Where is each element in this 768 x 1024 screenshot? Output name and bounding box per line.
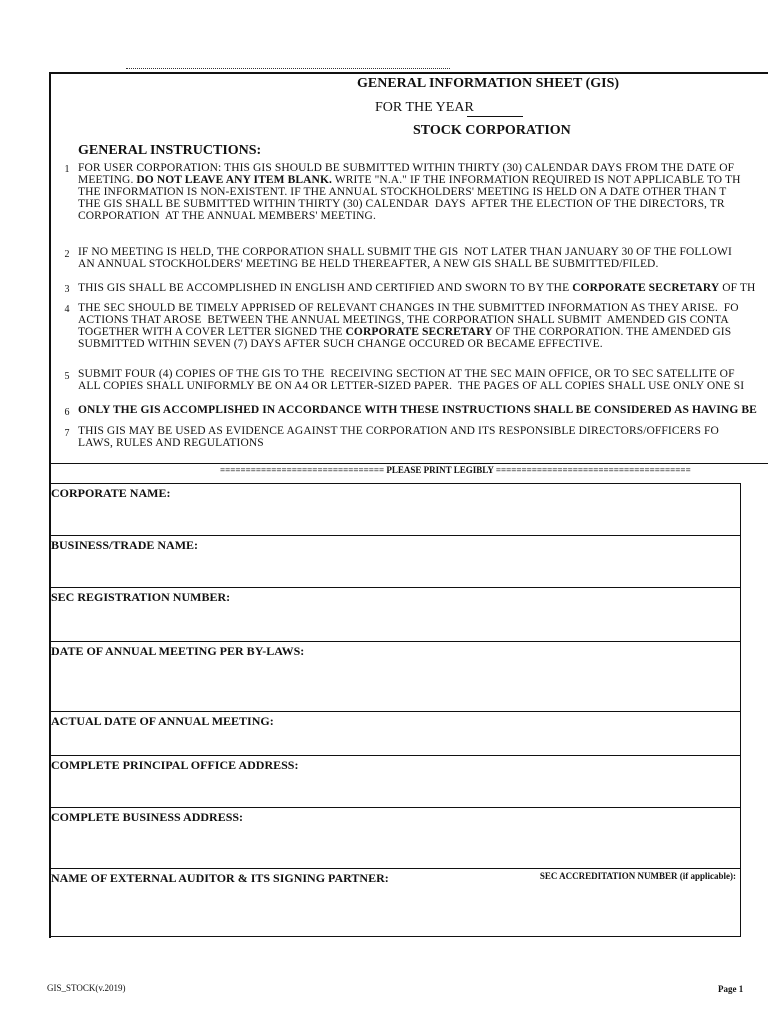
actual-annual-meeting-date-field[interactable] [49,711,741,755]
page-number: Page 1 [718,984,744,994]
field-label: COMPLETE BUSINESS ADDRESS: [51,810,244,824]
instruction-line: LAWS, RULES AND REGULATIONS [78,438,264,449]
business-trade-name-field[interactable] [49,535,741,587]
instruction-line: TOGETHER WITH A COVER LETTER SIGNED THE CORPORATE SECRETARY OF THE CORPORATION. THE AMENDED GIS [78,327,732,338]
instruction-line: ACTIONS THAT AROSE BETWEEN THE ANNUAL MEETINGS, THE CORPORATION SHALL SUBMIT AMENDED GIS CONTA [78,315,729,326]
form-code: GIS_STOCK(v.2019) [47,983,126,993]
instruction-number: 7 [64,428,70,439]
instruction-line: THE INFORMATION IS NON-EXISTENT. IF THE ANNUAL STOCKHOLDERS' MEETING IS HELD ON A DATE OTHER THAN T [78,187,727,198]
instruction-line: THIS GIS MAY BE USED AS EVIDENCE AGAINST THE CORPORATION AND ITS RESPONSIBLE DIRECTORS/OFFICERS FO [78,426,719,437]
form-border-bottom [49,936,741,937]
business-address-field[interactable] [49,807,741,868]
instruction-line: ALL COPIES SHALL UNIFORMLY BE ON A4 OR LETTER-SIZED PAPER. THE PAGES OF ALL COPIES SHALL USE ONLY ONE SI [78,381,745,392]
instruction-line: AN ANNUAL STOCKHOLDERS' MEETING BE HELD THEREAFTER, A NEW GIS SHALL BE SUBMITTED/FILED. [78,259,659,270]
instruction-number: 1 [64,164,70,175]
instruction-number: 5 [64,371,70,382]
field-label: NAME OF EXTERNAL AUDITOR & ITS SIGNING PARTNER: [51,871,389,885]
sec-registration-number-field[interactable] [49,587,741,641]
instruction-line: THE GIS SHALL BE SUBMITTED WITHIN THIRTY (30) CALENDAR DAYS AFTER THE ELECTION OF THE DIRECTORS, TR [78,199,725,210]
field-label: DATE OF ANNUAL MEETING PER BY-LAWS: [51,644,305,658]
instructions-divider [49,463,768,464]
corporate-name-field[interactable] [49,483,741,535]
instruction-line: IF NO MEETING IS HELD, THE CORPORATION SHALL SUBMIT THE GIS NOT LATER THAN JANUARY 30 OF THE FOLLOWI [78,247,732,258]
instruction-line: MEETING. DO NOT LEAVE ANY ITEM BLANK. WRITE "N.A." IF THE INFORMATION REQUIRED IS NOT APPLICABLE TO TH [78,175,741,186]
field-label: COMPLETE PRINCIPAL OFFICE ADDRESS: [51,758,299,772]
field-label: CORPORATE NAME: [51,486,171,500]
instruction-number: 6 [64,407,70,418]
field-label: BUSINESS/TRADE NAME: [51,538,199,552]
principal-office-address-field[interactable] [49,755,741,807]
instruction-line: SUBMIT FOUR (4) COPIES OF THE GIS TO THE RECEIVING SECTION AT THE SEC MAIN OFFICE, OR TO SEC SATELLITE OF [78,369,735,380]
instruction-line: ONLY THE GIS ACCOMPLISHED IN ACCORDANCE WITH THESE INSTRUCTIONS SHALL BE CONSIDERED AS HAVING BE [78,405,757,416]
instruction-number: 3 [64,284,70,295]
form-border-top [49,72,768,74]
field-label: ACTUAL DATE OF ANNUAL MEETING: [51,714,274,728]
instruction-line: CORPORATION AT THE ANNUAL MEMBERS' MEETING. [78,211,376,222]
year-blank-line[interactable] [467,116,523,117]
instruction-line: THE SEC SHOULD BE TIMELY APPRISED OF RELEVANT CHANGES IN THE SUBMITTED INFORMATION AS THEY ARISE. FO [78,303,739,314]
form-title: GENERAL INFORMATION SHEET (GIS) [357,76,620,91]
instruction-line: FOR USER CORPORATION: THIS GIS SHOULD BE SUBMITTED WITHIN THIRTY (30) CALENDAR DAYS FROM THE DATE OF [78,163,735,174]
external-auditor-field[interactable] [49,868,741,936]
sec-accreditation-label: SEC ACCREDITATION NUMBER (if applicable): [539,871,736,881]
instruction-line: THIS GIS SHALL BE ACCOMPLISHED IN ENGLISH AND CERTIFIED AND SWORN TO BY THE CORPORATE SECRETARY OF TH [78,283,756,294]
instructions-heading: GENERAL INSTRUCTIONS: [78,143,262,158]
field-label: SEC REGISTRATION NUMBER: [51,590,231,604]
instruction-number: 2 [64,249,70,260]
print-legibly-banner: ================================ PLEASE PRINT LEGIBLY ====================================== [220,465,691,475]
for-the-year-label: FOR THE YEAR [375,100,474,115]
corporation-type: STOCK CORPORATION [413,123,571,138]
instruction-number: 4 [64,304,70,315]
instruction-line: SUBMITTED WITHIN SEVEN (7) DAYS AFTER SUCH CHANGE OCCURED OR BECAME EFFECTIVE. [78,339,603,350]
annual-meeting-date-bylaws-field[interactable] [49,641,741,711]
top-dotted-rule [126,68,450,69]
